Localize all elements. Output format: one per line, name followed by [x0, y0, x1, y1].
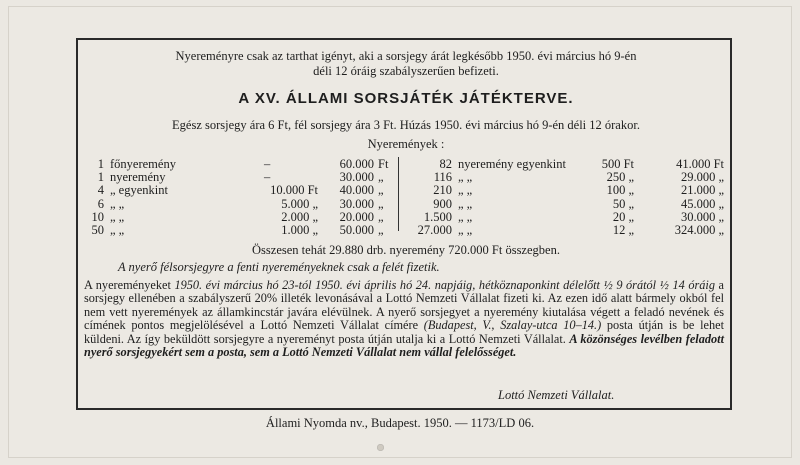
prize-unit: „ — [378, 223, 384, 237]
printer-footer: Állami Nyomda nv., Budapest. 1950. — 1173/LD 06. — [265, 416, 535, 430]
intro-line-1: Nyereményre csak az tarthat igényt, aki a sorsjegy árát legkésőbb 1950. évi március hó 9-én — [175, 49, 637, 63]
prize-each: 1.000 „ — [281, 223, 318, 237]
prize-each: 100 „ — [606, 183, 634, 198]
prize-total: 29.000 „ — [680, 170, 724, 185]
prize-qty: 50 — [91, 223, 104, 237]
para-part: posta útján is be lehet küldeni. Az így beküldött sorsjegyre a nyereményt posta útján utalja ki a Lottó Nemzeti Vállalat. — [84, 318, 724, 346]
prize-label: nyeremény — [110, 170, 166, 185]
prize-label: „ „ — [110, 223, 125, 237]
prize-label: „ „ — [458, 223, 473, 237]
prize-dash: – — [264, 157, 271, 171]
table-row — [400, 223, 730, 237]
summary-line: Összesen tehát 29.880 drb. nyeremény 720.000 Ft összegben. — [252, 243, 560, 257]
address: (Budapest, V., Szalay-utca 10–14.) — [423, 318, 602, 333]
prize-label: „ „ — [110, 209, 125, 224]
prize-total: 30.000 „ — [680, 209, 724, 224]
prize-label: „ „ — [458, 170, 473, 185]
table-row — [78, 170, 398, 184]
intro-line-2: déli 12 óráig szabályszerűen befizeti. — [313, 64, 499, 78]
prize-each: 50 „ — [612, 196, 634, 211]
prize-label: „ „ — [458, 183, 473, 198]
prize-label: „ „ — [458, 196, 473, 211]
prize-qty: 1 — [97, 157, 104, 171]
prize-total: 30.000 — [339, 170, 374, 185]
table-row — [400, 210, 730, 224]
prize-unit: „ — [378, 170, 384, 185]
prize-qty: 210 — [433, 183, 452, 198]
prize-unit: „ — [378, 209, 384, 224]
table-row — [400, 183, 730, 197]
prize-total: 60.000 — [339, 157, 374, 171]
signature: Lottó Nemzeti Vállalat. — [498, 388, 615, 402]
prize-label: „ „ — [110, 196, 125, 211]
prize-unit: Ft — [378, 157, 389, 171]
prize-each: 2.000 „ — [281, 209, 318, 224]
prize-qty: 82 — [439, 157, 452, 171]
prize-dash: – — [264, 170, 271, 185]
punch-hole — [377, 444, 384, 451]
prize-each: 500 Ft — [601, 157, 634, 171]
column-divider — [398, 157, 399, 231]
prize-label: nyeremény egyenkint — [458, 157, 566, 171]
prize-label: „ „ — [458, 209, 473, 224]
table-row — [78, 183, 398, 197]
prize-qty: 10 — [91, 209, 104, 224]
table-row — [78, 157, 398, 171]
prizes-heading: Nyeremények : — [367, 137, 445, 151]
table-row — [400, 197, 730, 211]
prize-qty: 900 — [433, 196, 452, 211]
prize-total: 20.000 — [339, 209, 374, 224]
prize-total: 30.000 — [339, 196, 374, 211]
table-row — [78, 197, 398, 211]
prize-total: 40.000 — [339, 183, 374, 198]
prize-total: 41.000 Ft — [676, 157, 724, 171]
prize-each: 12 „ — [612, 223, 634, 237]
prize-each: 250 „ — [606, 170, 634, 185]
prize-unit: „ — [378, 183, 384, 198]
para-part: a sorsjegy ellenében a szabályszerű 20% illeték levonásával a Lottó Nemzeti Vállalat fizeti ki. Az ezen idő alatt bármely okból fel nem vett nyeremények az államkincstár javára elévülnek. A nyerő sorsjegyet a nyeremény kiutalása végett a feladó nevének és címének pontos megjelölésével a Lottó Nemzeti Vállalat címére — [84, 278, 724, 333]
prize-qty: 6 — [97, 196, 104, 211]
prize-qty: 1 — [97, 170, 104, 185]
prize-total: 50.000 — [339, 223, 374, 237]
half-ticket-note: A nyerő félsorsjegyre a fenti nyereményeknek csak a felét fizetik. — [118, 260, 440, 274]
prize-each: 5.000 „ — [281, 196, 318, 211]
table-row — [78, 223, 398, 237]
prize-qty: 4 — [97, 183, 104, 198]
prize-label: főnyeremény — [110, 157, 176, 171]
price-line: Egész sorsjegy ára 6 Ft, fél sorsjegy ára 3 Ft. Húzás 1950. évi március hó 9-én déli 12 órakor. — [172, 118, 640, 132]
page-title: A XV. ÁLLAMI SORSJÁTÉK JÁTÉKTERVE. — [238, 90, 574, 107]
table-row — [400, 170, 730, 184]
prize-total: 21.000 „ — [680, 183, 724, 198]
prize-qty: 1.500 — [423, 209, 452, 224]
table-row — [78, 210, 398, 224]
table-row — [400, 157, 730, 171]
prize-each: 10.000 Ft — [270, 183, 318, 198]
prize-each: 20 „ — [612, 209, 634, 224]
ticket-frame — [76, 38, 732, 410]
prize-total: 324.000 „ — [674, 223, 724, 237]
prize-qty: 116 — [433, 170, 452, 185]
liability-disclaimer: A közönséges levélben feladott nyerő sorsjegyekért sem a posta, sem a Lottó Nemzeti Vállalat nem vállal felelősséget. — [84, 331, 724, 360]
payout-paragraph — [84, 279, 724, 359]
prize-unit: „ — [378, 196, 384, 211]
prize-qty: 27.000 — [417, 223, 452, 237]
prize-total: 45.000 „ — [680, 196, 724, 211]
payout-period: 1950. évi március hó 23-tól 1950. évi április hó 24. napjáig, hétköznaponkint délelőtt ½ 9 órától ½ 14 óráig — [174, 278, 715, 292]
para-part: A nyereményeket — [84, 278, 175, 292]
prize-label: „ egyenkint — [110, 183, 168, 198]
